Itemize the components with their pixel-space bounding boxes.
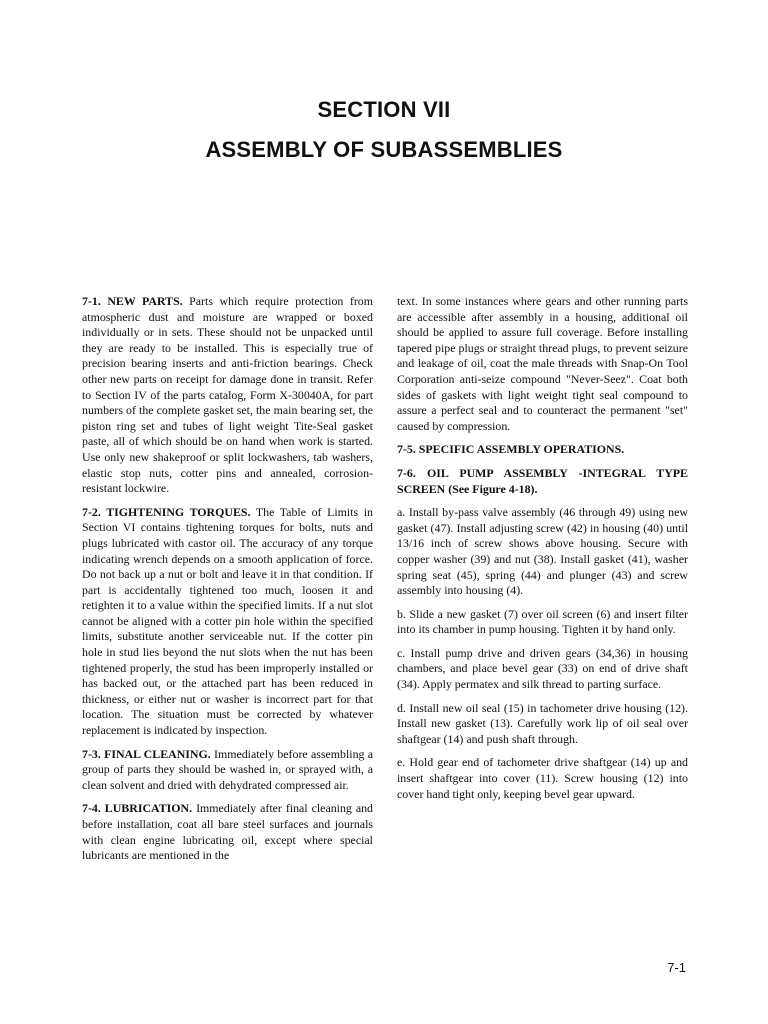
section-heading-title: ASSEMBLY OF SUBASSEMBLIES (205, 137, 563, 162)
paragraph-final-cleaning (82, 747, 373, 794)
step-b-oil-screen: b. Slide a new gasket (7) over oil screen (6) and insert filter into its chamber in pump housing. Tighten it by hand only. (397, 606, 688, 637)
text-lubrication: Immediately after final cleaning and before installation, coat all bare steel surfaces and journals with clean engine lubricating oil, except where special lubricants are mentioned in the (82, 801, 373, 863)
paragraph-tightening-torques (82, 505, 373, 739)
heading-tightening-torques: 7-2. TIGHTENING TORQUES. (82, 504, 251, 519)
heading-specific-assembly-operations: 7-5. SPECIFIC ASSEMBLY OPERATIONS. (397, 442, 625, 457)
text-new-parts: Parts which require protection from atmospheric dust and moisture are wrapped or boxed individually or in sets. These should not be unpacked until they are ready to be installed. This is especially true of precision bearing inserts and anti-friction bearings. Check other new parts on receipt for damage done in transit. Refer to Section IV of the parts catalog, Form X-30040A, for part numbers of the complete gasket set, the main bearing set, the piston ring set and tubes of light weight Tite-Seal gasket paste, all of which should be on hand when work is started. Use only new shakeproof or split lockwashers, tab washers, elastic stop nuts, cotter pins and annealed, corrosion-resistant lockwire. (82, 294, 373, 496)
heading-oil-pump-assembly: 7-6. OIL PUMP ASSEMBLY -INTEGRAL TYPE SCREEN (See Figure 4-18). (397, 465, 688, 496)
step-c-pump-gears: c. Install pump drive and driven gears (34,36) in housing chambers, and place bevel gear (33) on end of drive shaft (34). Apply permatex and silk thread to parting surface. (397, 645, 688, 692)
heading-lubrication: 7-4. LUBRICATION. (82, 801, 193, 816)
paragraph-new-parts (82, 294, 373, 497)
heading-new-parts: 7-1. NEW PARTS. (82, 294, 183, 308)
text-tightening-torques: The Table of Limits in Section VI contains tightening torques for bolts, nuts and plugs lubricated with castor oil. The accuracy of any torque indicating wrench depends on a smooth application of force. Do not back up a nut or bolt and leave it in that condition. If part is accidentally tightened too much, loosen it and retighten it to a value within the specified limits. If a nut slot cannot be aligned with a cotter pin hole within the specified limits, substitute another serviceable nut. If the cotter pin hole in stud lies beyond the nut slots when the nut has been tightened properly, the stud has been improperly installed or has backed out, or the attached part has been reduced in thickness, or either nut or washer is incorrect part for that location. The situation must be corrected by whatever replacement is indicated by inspection. (82, 504, 373, 738)
section-number-title: SECTION VII (317, 97, 451, 122)
text-final-cleaning: Immediately before assembling a group of parts they should be washed in, or sprayed with, a clean solvent and dried with dehydrated compressed air. (82, 746, 373, 792)
left-text-column (82, 294, 373, 872)
heading-final-cleaning: 7-3. FINAL CLEANING. (82, 746, 211, 761)
right-text-column (397, 294, 688, 810)
step-d-oil-seal: d. Install new oil seal (15) in tachometer drive housing (12). Install new gasket (13). Carefully work lip of oil seal over shaftgear (14) and push shaft through. (397, 700, 688, 746)
step-e-tachometer-shaftgear: e. Hold gear end of tachometer drive shaftgear (14) up and insert shaftgear into cover (11). Screw housing (12) into cover hand tight only, keeping bevel gear upward. (397, 755, 688, 801)
step-a-bypass-valve: a. Install by-pass valve assembly (46 through 49) using new gasket (47). Install adjusting screw (42) in housing (40) until 13/16 inch of screw shows above housing. Secure with copper washer (39) and nut (38). Install gasket (41), washer spring seat (45), spring (44) and plunger (43) and screw assembly into housing (4). (397, 505, 688, 598)
paragraph-lubrication (82, 801, 373, 863)
page-number: 7-1 (667, 960, 686, 975)
paragraph-lubrication-continued: text. In some instances where gears and other running parts are accessible after assembly in a housing, additional oil should be applied to assure full coverage. Before installing tapered pipe plugs or straight thread plugs, to prevent seizure and leakage of oil, coat the male threads with Snap-On Tool Corporation anti-seize compound "Never-Seez". Coat both sides of gaskets with light weight tight seal compound to assure a perfect seal and to counteract the permanent "set" caused by compression. (397, 294, 688, 433)
